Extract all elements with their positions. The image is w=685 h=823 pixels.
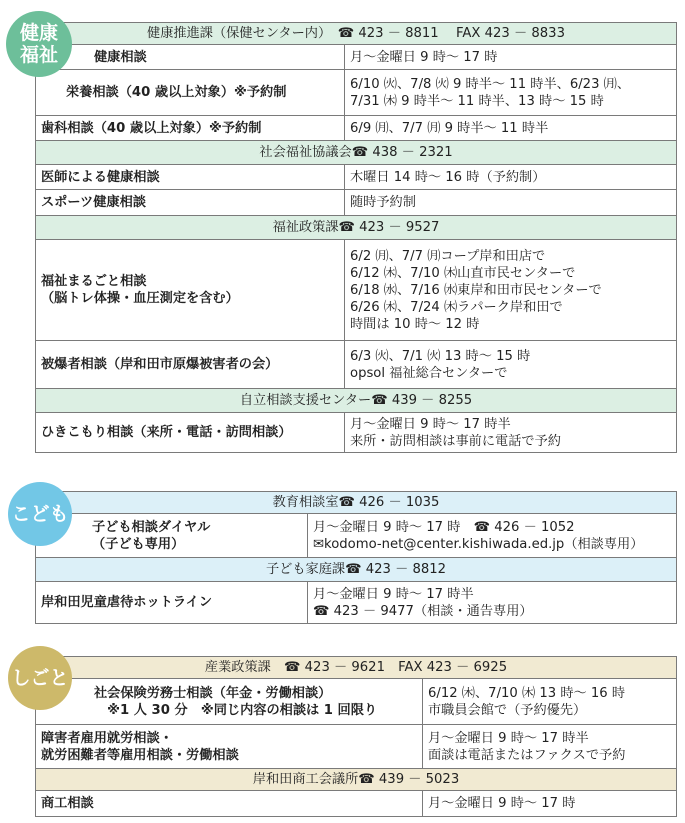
table-row [36,791,677,817]
consult-label: 社会保険労務士相談（年金・労働相談） ※1 人 30 分 ※同じ内容の相談は 1 回限り [36,679,423,725]
consult-label: 医師による健康相談 [36,165,345,190]
consult-value: 月～金曜日 9 時～ 17 時半 面談は電話またはファクスで予約 [423,725,677,769]
section-header: 福祉政策課☎ 423 － 9527 [36,216,677,240]
work-badge: しごと [8,646,72,710]
table-row [36,679,677,725]
table-row [36,582,677,624]
consult-label: 子ども相談ダイヤル （子ども専用） [36,514,308,558]
section-header: 産業政策課 ☎ 423 － 9621 FAX 423 － 6925 [36,657,677,679]
consult-label: スポーツ健康相談 [36,190,345,216]
table-row [36,240,677,341]
work-table [35,656,677,817]
children-table [35,491,677,624]
consult-label: 健康相談 [36,45,345,70]
table-row [36,514,677,558]
consult-label: 商工相談 [36,791,423,817]
consult-label: 栄養相談（40 歳以上対象）※予約制 [36,70,345,116]
consult-value: 6/9 ㈪、7/7 ㈪ 9 時半～ 11 時半 [345,116,677,141]
table-row [36,45,677,70]
section-header: 自立相談支援センター☎ 439 － 8255 [36,389,677,413]
table-row [36,413,677,453]
consult-label: 歯科相談（40 歳以上対象）※予約制 [36,116,345,141]
table-row [36,725,677,769]
header-row [36,389,677,413]
header-row [36,657,677,679]
section-header: 子ども家庭課☎ 423 － 8812 [36,558,677,582]
health-welfare-badge: 健康 福祉 [6,11,72,77]
consult-value: 6/2 ㈪、7/7 ㈪コープ岸和田店で 6/12 ㈭、7/10 ㈭山直市民センターで 6/18 ㈬、7/16 ㈬東岸和田市民センターで 6/26 ㈭、7/24 ㈭ラパーク岸和田で 時間は 10 時～ 12 時 [345,240,677,341]
section-header: 社会福祉協議会☎ 438 － 2321 [36,141,677,165]
section-header: 教育相談室☎ 426 － 1035 [36,492,677,514]
consult-value: 月～金曜日 9 時～ 17 時 [423,791,677,817]
table-row [36,116,677,141]
header-row [36,769,677,791]
consult-value: 月～金曜日 9 時～ 17 時半 ☎ 423 － 9477（相談・通告専用） [308,582,677,624]
consult-value: 月～金曜日 9 時～ 17 時 [345,45,677,70]
header-row [36,558,677,582]
consult-value: 月～金曜日 9 時～ 17 時半 来所・訪問相談は事前に電話で予約 [345,413,677,453]
table-row [36,70,677,116]
table-row [36,341,677,389]
health-welfare-table [35,22,677,453]
consult-label: 被爆者相談（岸和田市原爆被害者の会） [36,341,345,389]
consult-label: 岸和田児童虐待ホットライン [36,582,308,624]
consult-label: 障害者雇用就労相談・ 就労困難者等雇用相談・労働相談 [36,725,423,769]
children-badge: こども [8,482,72,546]
consult-value: 木曜日 14 時～ 16 時（予約制） [345,165,677,190]
header-row [36,141,677,165]
section-header: 健康推進課（保健センター内） ☎ 423 － 8811 FAX 423 － 8833 [36,23,677,45]
header-row [36,492,677,514]
consult-value: 6/10 ㈫、7/8 ㈫ 9 時半～ 11 時半、6/23 ㈪、 7/31 ㈭ 9 時半～ 11 時半、13 時～ 15 時 [345,70,677,116]
table-row [36,165,677,190]
consult-label: 福祉まるごと相談 （脳トレ体操・血圧測定を含む） [36,240,345,341]
section-header: 岸和田商工会議所☎ 439 － 5023 [36,769,677,791]
header-row [36,216,677,240]
consult-value: 6/12 ㈭、7/10 ㈭ 13 時～ 16 時 市職員会館で（予約優先） [423,679,677,725]
consult-label: ひきこもり相談（来所・電話・訪問相談） [36,413,345,453]
consult-value: 6/3 ㈫、7/1 ㈫ 13 時～ 15 時 opsol 福祉総合センターで [345,341,677,389]
consult-value: 随時予約制 [345,190,677,216]
consult-value: 月～金曜日 9 時～ 17 時 ☎ 426 － 1052 ✉kodomo-net@center.kishiwada.ed.jp（相談専用） [308,514,677,558]
header-row [36,23,677,45]
table-row [36,190,677,216]
